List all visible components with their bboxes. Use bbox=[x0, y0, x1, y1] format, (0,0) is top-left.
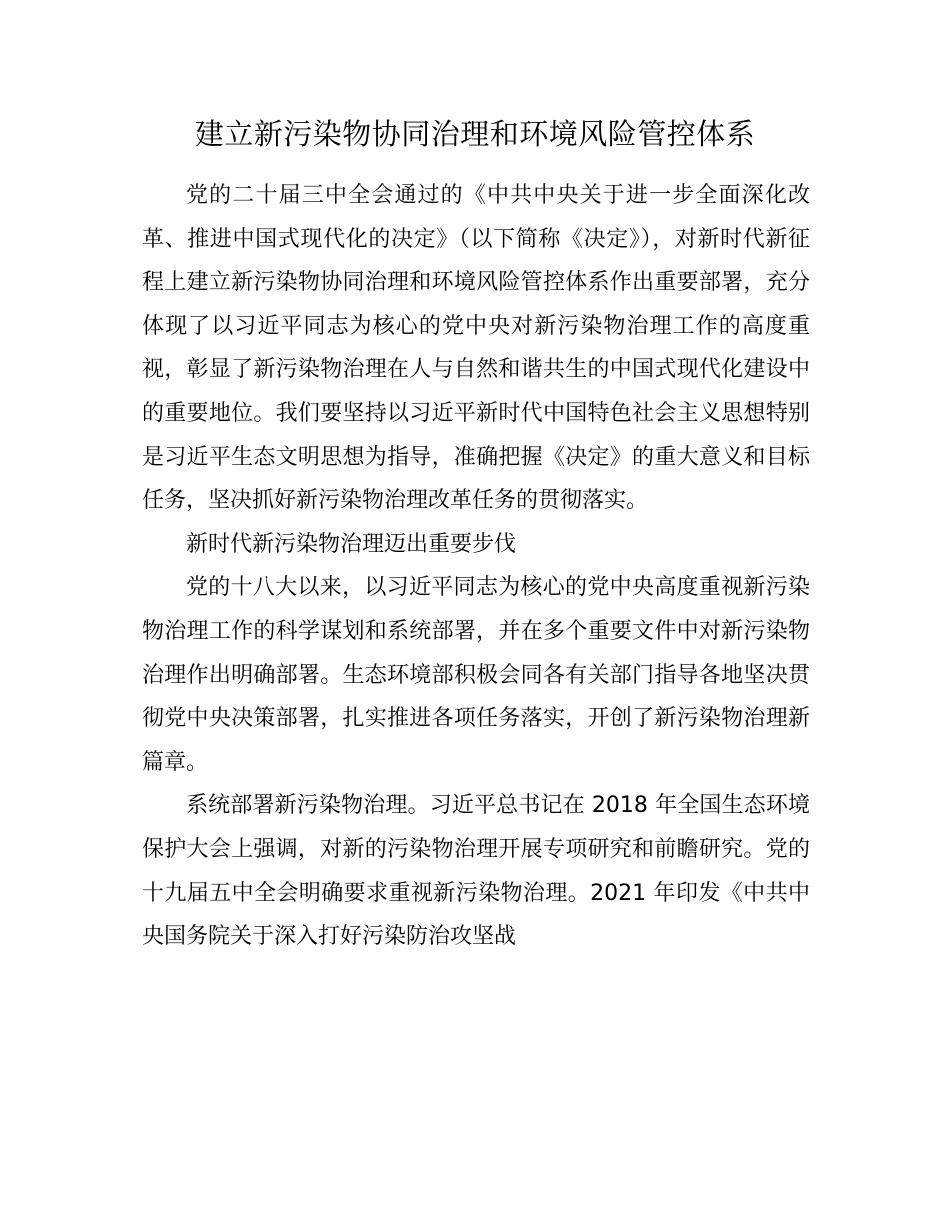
paragraph-intro: 党的二十届三中全会通过的《中共中央关于进一步全面深化改革、推进中国式现代化的决定》（以下简称《决定》），对新时代新征程上建立新污染物协同治理和环境风险管控体系作出重要部署，充分体现了以习近平同志为核心的党中央对新污染物治理工作的高度重视，彰显了新污染物治理在人与自然和谐共生的中国式现代化建设中的重要地位。我们要坚持以习近平新时代中国特色社会主义思想特别是习近平生态文明思想为指导，准确把握《决定》的重大意义和目标任务，坚决抓好新污染物治理改革任务的贯彻落实。 bbox=[142, 183, 810, 514]
paragraph-progress: 党的十八大以来，以习近平同志为核心的党中央高度重视新污染物治理工作的科学谋划和系统部署，并在多个重要文件中对新污染物治理作出明确部署。生态环境部积极会同各有关部门指导各地坚决贯彻党中央决策部署，扎实推进各项任务落实，开创了新污染物治理新篇章。 bbox=[142, 575, 810, 775]
document-title: 建立新污染物协同治理和环境风险管控体系 bbox=[194, 117, 756, 151]
document-body bbox=[142, 174, 810, 959]
paragraph-deployment: 系统部署新污染物治理。习近平总书记在 2018 年全国生态环境保护大会上强调，对新的污染物治理开展专项研究和前瞻研究。党的十九届五中全会明确要求重视新污染物治理。2021 年印发《中共中央国务院关于深入打好污染防治攻坚战 bbox=[142, 793, 810, 950]
section-heading: 新时代新污染物治理迈出重要步伐 bbox=[186, 531, 517, 557]
